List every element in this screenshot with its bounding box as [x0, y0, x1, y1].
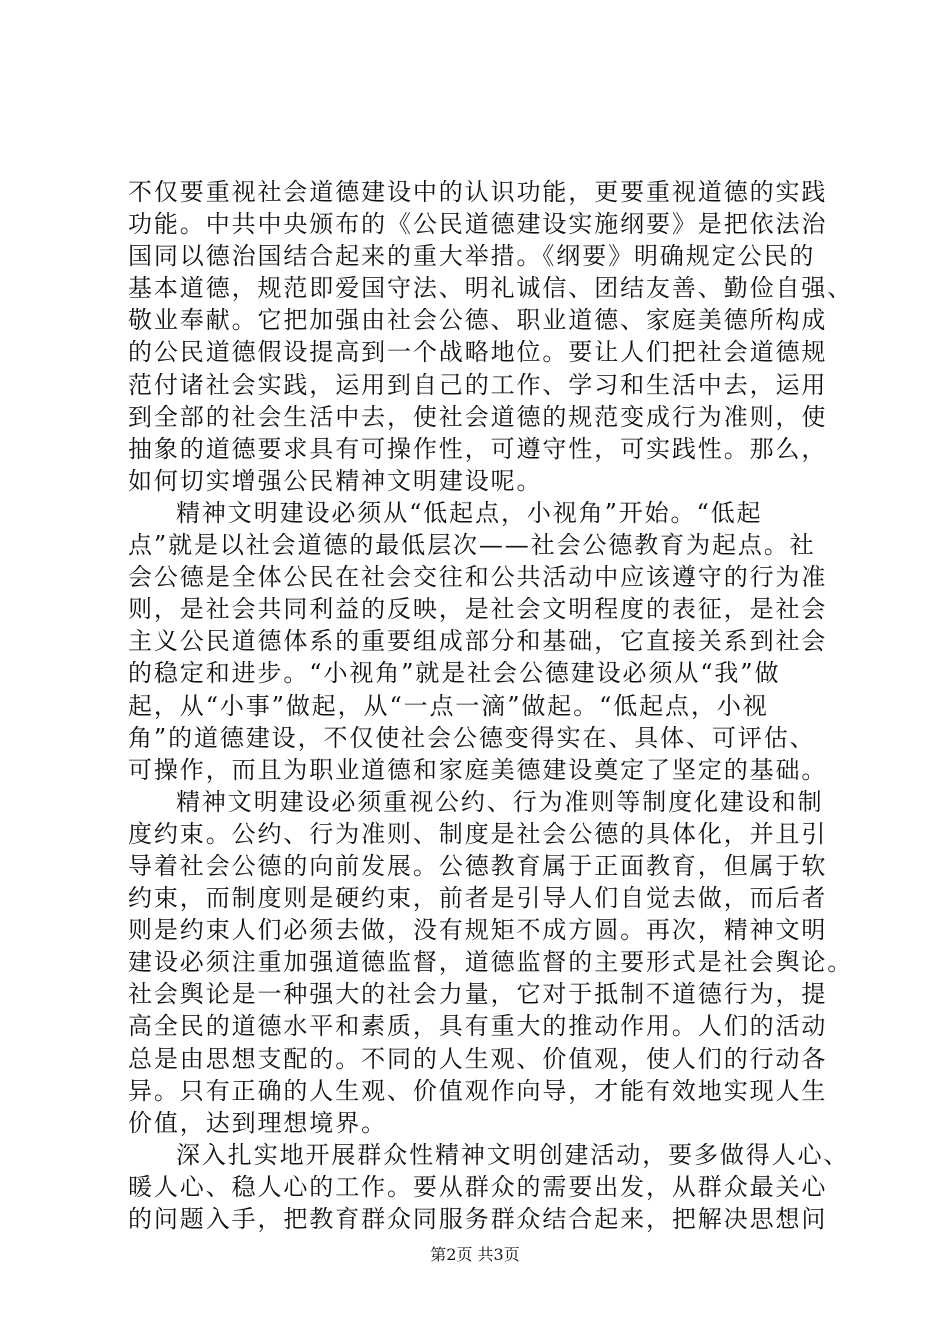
text-line: 暖人心、稳人心的工作。要从群众的需要出发，从群众最关心 [128, 1172, 828, 1201]
text-line: 的公民道德假设提高到一个战略地位。要让人们把社会道德规 [128, 338, 828, 367]
text-line: 则是约束人们必须去做，没有规矩不成方圆。再次，精神文明 [128, 916, 828, 945]
text-line: 敬业奉献。它把加强由社会公德、职业道德、家庭美德所构成 [128, 306, 828, 335]
text-line: 基本道德，规范即爱国守法、明礼诚信、团结友善、勤俭自强、 [128, 274, 854, 303]
text-line: 深入扎实地开展群众性精神文明创建活动，要多做得人心、 [176, 1140, 850, 1169]
text-line: 社会舆论是一种强大的社会力量，它对于抵制不道德行为，提 [128, 980, 828, 1009]
text-line: 不仅要重视社会道德建设中的认识功能，更要重视道德的实践 [128, 178, 828, 206]
text-line: 到全部的社会生活中去，使社会道德的规范变成行为准则，使 [128, 402, 828, 431]
text-line: 抽象的道德要求具有可操作性，可遵守性，可实践性。那么， [128, 434, 828, 463]
text-line: 精神文明建设必须重视公约、行为准则等制度化建设和制 [176, 787, 824, 816]
text-line: 会公德是全体公民在社会交往和公共活动中应该遵守的行为准 [128, 563, 828, 592]
text-line: 如何切实增强公民精神文明建设呢。 [128, 466, 543, 495]
text-line: 则，是社会共同利益的反映，是社会文明程度的表征，是社会 [128, 595, 828, 624]
text-line: 功能。中共中央颁布的《公民道德建设实施纲要》是把依法治 [128, 210, 828, 239]
text-line: 的问题入手，把教育群众同服务群众结合起来，把解决思想问 [128, 1205, 828, 1233]
text-line: 总是由思想支配的。不同的人生观、价值观，使人们的行动各 [128, 1044, 828, 1073]
text-line: 可操作，而且为职业道德和家庭美德建设奠定了坚定的基础。 [128, 755, 828, 784]
text-line: 异。只有正确的人生观、价值观作向导，才能有效地实现人生 [128, 1076, 828, 1105]
text-line: 精神文明建设必须从“低起点，小视角”开始。“低起 [176, 498, 763, 527]
text-line: 度约束。公约、行为准则、制度是社会公德的具体化，并且引 [128, 819, 828, 848]
body-text [128, 176, 854, 1235]
text-line: 建设必须注重加强道德监督，道德监督的主要形式是社会舆论。 [128, 948, 854, 977]
text-line: 国同以德治国结合起来的重大举措。《纲要》明确规定公民的 [128, 242, 816, 271]
page-footer: 第2页 共3页 [430, 1245, 520, 1264]
text-line: 约束，而制度则是硬约束，前者是引导人们自觉去做，而后者 [128, 884, 828, 913]
text-line: 主义公民道德体系的重要组成部分和基础，它直接关系到社会 [128, 627, 828, 656]
text-line: 导着社会公德的向前发展。公德教育属于正面教育，但属于软 [128, 851, 828, 880]
text-line: 角”的道德建设，不仅使社会公德变得实在、具体、可评估、 [128, 723, 816, 752]
text-line: 的稳定和进步。“小视角”就是社会公德建设必须从“我”做 [128, 659, 781, 688]
text-line: 起，从“小事”做起，从“一点一滴”做起。“低起点，小视 [128, 691, 769, 720]
text-line: 价值，达到理想境界。 [128, 1108, 387, 1137]
text-line: 高全民的道德水平和素质，具有重大的推动作用。人们的活动 [128, 1012, 828, 1041]
text-line: 点”就是以社会道德的最低层次——社会公德教育为起点。社 [128, 531, 816, 560]
text-line: 范付诸社会实践，运用到自己的工作、学习和生活中去，运用 [128, 370, 828, 399]
